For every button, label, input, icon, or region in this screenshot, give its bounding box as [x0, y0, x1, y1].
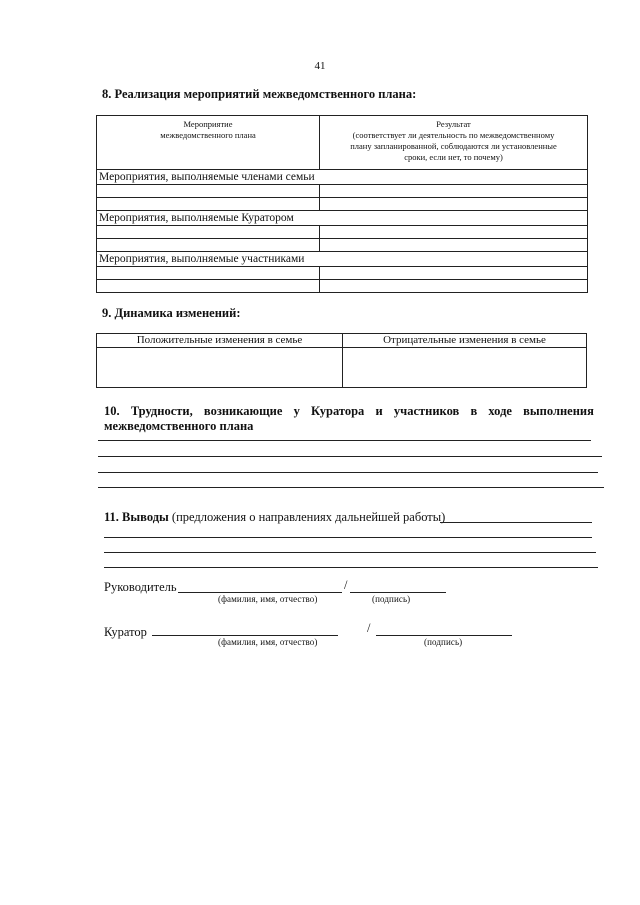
table-cell[interactable] — [320, 198, 588, 211]
answer-line[interactable] — [98, 456, 602, 457]
curator-fio-line[interactable] — [152, 635, 338, 636]
table-cell[interactable] — [320, 239, 588, 252]
plan-table-header — [97, 116, 588, 170]
curator-label: Куратор — [104, 625, 147, 639]
head-fio-line[interactable] — [178, 592, 342, 593]
section11-title-bold: 11. Выводы — [104, 510, 169, 524]
sign-hint: (подпись) — [372, 594, 411, 604]
col-result-line3: плану запланированной, соблюдаются ли установленные — [350, 141, 557, 151]
negative-changes-header: Отрицательные изменения в семье — [343, 334, 587, 348]
group-family: Мероприятия, выполняемые членами семьи — [97, 170, 588, 185]
section11-title — [104, 510, 445, 525]
curator-sign-line[interactable] — [376, 635, 512, 636]
answer-line[interactable] — [104, 567, 598, 568]
word: выполнения — [523, 404, 594, 418]
sign-hint: (подпись) — [424, 637, 463, 647]
col-result-line4: сроки, если нет, то почему) — [404, 152, 503, 162]
table-cell[interactable] — [320, 226, 588, 239]
table-cell[interactable] — [320, 280, 588, 293]
word: в — [470, 404, 478, 418]
section11-title-rest: (предложения о направлениях дальнейшей работы) — [168, 510, 446, 524]
col-result-line1: Результат — [436, 119, 471, 129]
slash: / — [344, 578, 348, 592]
word: возникающие — [203, 404, 283, 418]
table-cell[interactable] — [320, 185, 588, 198]
section10-title — [104, 404, 594, 434]
section9-title: 9. Динамика изменений: — [102, 306, 241, 320]
table-cell[interactable] — [97, 267, 320, 280]
fio-hint: (фамилия, имя, отчество) — [218, 637, 318, 647]
answer-line[interactable] — [98, 472, 598, 473]
slash: / — [367, 621, 371, 635]
word: ходе — [488, 404, 512, 418]
col-result-line2: (соответствует ли деятельность по межведомственному — [352, 130, 555, 140]
section10-title-line2: межведомственного плана — [104, 419, 254, 433]
section10-title-line1 — [104, 404, 594, 419]
col-result-header — [320, 116, 588, 170]
negative-changes-cell[interactable] — [343, 348, 587, 388]
positive-changes-cell[interactable] — [97, 348, 343, 388]
word: Куратора — [311, 404, 365, 418]
head-label: Руководитель — [104, 580, 177, 594]
table-cell[interactable] — [97, 280, 320, 293]
word: участников — [393, 404, 460, 418]
group-curator: Мероприятия, выполняемые Куратором — [97, 211, 588, 226]
word: Трудности, — [130, 404, 193, 418]
table-cell[interactable] — [97, 239, 320, 252]
answer-line[interactable] — [440, 522, 592, 523]
table-cell[interactable] — [320, 267, 588, 280]
word: и — [375, 404, 383, 418]
group-participants: Мероприятия, выполняемые участниками — [97, 252, 588, 267]
answer-line[interactable] — [98, 487, 604, 488]
table-cell[interactable] — [97, 198, 320, 211]
table-cell[interactable] — [97, 226, 320, 239]
page-number: 41 — [314, 60, 326, 72]
plan-table — [96, 115, 588, 293]
col-activity-line1: Мероприятие — [183, 119, 233, 129]
answer-line[interactable] — [98, 440, 591, 441]
answer-line[interactable] — [104, 552, 596, 553]
head-sign-line[interactable] — [350, 592, 446, 593]
fio-hint: (фамилия, имя, отчество) — [218, 594, 318, 604]
word: 10. — [104, 404, 120, 418]
positive-changes-header: Положительные изменения в семье — [97, 334, 343, 348]
section8-title: 8. Реализация мероприятий межведомственного плана: — [102, 87, 417, 101]
col-activity-header — [97, 116, 320, 170]
col-activity-line2: межведомственного плана — [160, 130, 256, 140]
word: у — [293, 404, 300, 418]
changes-table — [96, 333, 587, 388]
answer-line[interactable] — [104, 537, 592, 538]
table-cell[interactable] — [97, 185, 320, 198]
